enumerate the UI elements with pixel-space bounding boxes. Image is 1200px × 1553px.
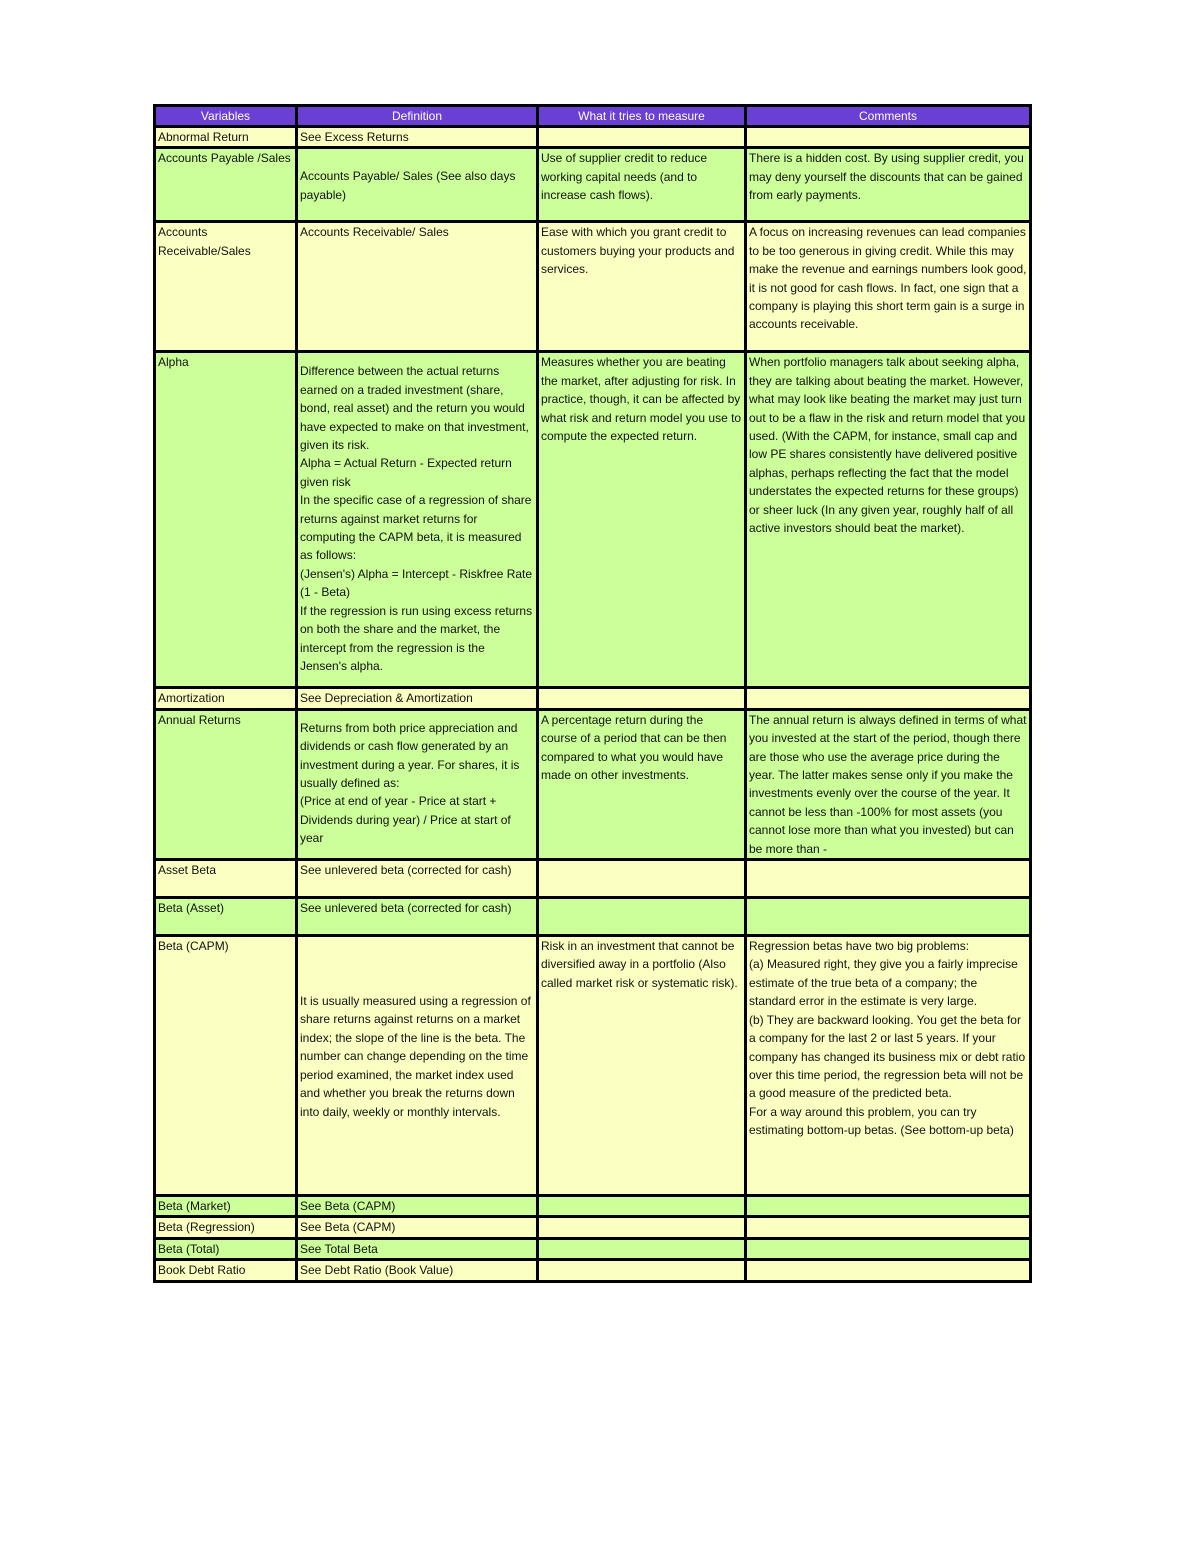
header-definition: Definition: [297, 106, 538, 127]
cell-definition: See Excess Returns: [297, 127, 538, 148]
table-row: [155, 1196, 1031, 1217]
cell-comments: [746, 1238, 1031, 1259]
cell-definition: Accounts Receivable/ Sales: [297, 222, 538, 352]
cell-definition: [297, 148, 538, 222]
table-row: [155, 688, 1031, 709]
cell-definition: See Debt Ratio (Book Value): [297, 1260, 538, 1281]
cell-definition: See unlevered beta (corrected for cash): [297, 860, 538, 898]
table-row: [155, 860, 1031, 898]
cell-measure: Risk in an investment that cannot be diversified away in a portfolio (Also called market risk or systematic risk).: [538, 936, 746, 1196]
definition-text: Accounts Payable/ Sales (See also days payable): [300, 169, 516, 202]
cell-definition: See Beta (CAPM): [297, 1217, 538, 1238]
cell-definition: See Beta (CAPM): [297, 1196, 538, 1217]
cell-comments: When portfolio managers talk about seeking alpha, they are talking about beating the market. However, what may look like beating the market may just turn out to be a flaw in the risk and return model that you used. (With the CAPM, for instance, small cap and low PE shares consistently have delivered positive alphas, perhaps reflecting the fact that the model understates the expected returns for these groups) or sheer luck (In any given year, roughly half of all active investors should beat the market).: [746, 352, 1031, 688]
cell-measure: [538, 898, 746, 936]
table-row: [155, 127, 1031, 148]
cell-measure: [538, 1196, 746, 1217]
table-row: [155, 709, 1031, 859]
cell-variable: Beta (CAPM): [155, 936, 297, 1196]
cell-measure: [538, 1238, 746, 1259]
cell-definition: See unlevered beta (corrected for cash): [297, 898, 538, 936]
cell-measure: [538, 1217, 746, 1238]
cell-definition: [297, 709, 538, 859]
cell-comments: [746, 127, 1031, 148]
cell-comments: [746, 1217, 1031, 1238]
cell-variable: Accounts Payable /Sales: [155, 148, 297, 222]
cell-measure: Use of supplier credit to reduce working capital needs (and to increase cash flows).: [538, 148, 746, 222]
table-row: [155, 148, 1031, 222]
cell-variable: Amortization: [155, 688, 297, 709]
cell-measure: Ease with which you grant credit to customers buying your products and services.: [538, 222, 746, 352]
glossary-table: [153, 104, 1032, 1283]
cell-measure: Measures whether you are beating the market, after adjusting for risk. In practice, though, it can be affected by what risk and return model you use to compute the expected return.: [538, 352, 746, 688]
cell-definition: See Depreciation & Amortization: [297, 688, 538, 709]
table-row: [155, 898, 1031, 936]
cell-definition: [297, 352, 538, 688]
table-row: [155, 936, 1031, 1196]
cell-measure: A percentage return during the course of a period that can be then compared to what you would have made on other investments.: [538, 709, 746, 859]
cell-comments: Regression betas have two big problems: (a) Measured right, they give you a fairly imprecise estimate of the true beta of a company; the standard error in the estimate is very large. (b) They are backward looking. You get the beta for a company for the last 2 or last 5 years. If your company has changed its business mix or debt ratio over this time period, the regression beta will not be a good measure of the predicted beta. For a way around this problem, you can try estimating bottom-up betas. (See bottom-up beta): [746, 936, 1031, 1196]
cell-definition: See Total Beta: [297, 1238, 538, 1259]
table-row: [155, 1238, 1031, 1259]
table-row: [155, 1217, 1031, 1238]
header-variables: Variables: [155, 106, 297, 127]
cell-comments: A focus on increasing revenues can lead companies to be too generous in giving credit. While this may make the revenue and earnings numbers look good, it is not good for cash flows. In fact, one sign that a company is playing this short term gain is a surge in accounts receivable.: [746, 222, 1031, 352]
cell-variable: Beta (Market): [155, 1196, 297, 1217]
cell-comments: [746, 860, 1031, 898]
definition-text: Returns from both price appreciation and dividends or cash flow generated by an investment during a year. For shares, it is usually defined as: (Price at end of year - Price at start + Dividends during year) / Price at start of year: [300, 720, 520, 846]
cell-variable: Asset Beta: [155, 860, 297, 898]
cell-measure: [538, 127, 746, 148]
table-row: [155, 222, 1031, 352]
cell-comments: The annual return is always defined in terms of what you invested at the start of the period, though there are those who use the average price during the year. The latter makes sense only if you make the investments evenly over the course of the year. It cannot be less than -100% for most assets (you cannot lose more than what you invested) but can be more than -: [746, 709, 1031, 859]
cell-variable: Book Debt Ratio: [155, 1260, 297, 1281]
cell-definition: [297, 936, 538, 1196]
cell-measure: [538, 1260, 746, 1281]
definition-text: It is usually measured using a regression of share returns against returns on a market index; the slope of the line is the beta. The number can change depending on the time period examined, the market index used and whether you break the returns down into daily, weekly or monthly intervals.: [300, 994, 531, 1119]
table-row: [155, 1260, 1031, 1281]
cell-comments: [746, 898, 1031, 936]
cell-variable: Beta (Total): [155, 1238, 297, 1259]
header-row: [155, 106, 1031, 127]
cell-comments: [746, 688, 1031, 709]
cell-measure: [538, 688, 746, 709]
cell-variable: Beta (Asset): [155, 898, 297, 936]
header-measure: What it tries to measure: [538, 106, 746, 127]
cell-comments: There is a hidden cost. By using supplier credit, you may deny yourself the discounts that can be gained from early payments.: [746, 148, 1031, 222]
cell-measure: [538, 860, 746, 898]
cell-variable: Annual Returns: [155, 709, 297, 859]
cell-comments: [746, 1260, 1031, 1281]
cell-variable: Abnormal Return: [155, 127, 297, 148]
cell-variable: Accounts Receivable/Sales: [155, 222, 297, 352]
cell-variable: Beta (Regression): [155, 1217, 297, 1238]
cell-variable: Alpha: [155, 352, 297, 688]
header-comments: Comments: [746, 106, 1031, 127]
table-row: [155, 352, 1031, 688]
cell-comments: [746, 1196, 1031, 1217]
definition-text: Difference between the actual returns earned on a traded investment (share, bond, real asset) and the return you would have expected to make on that investment, given its risk. Alpha = Actual Return - Expected return given risk In the specific case of a regression of share returns against market returns for computing the CAPM beta, it is measured as follows: (Jensen's) Alpha = Intercept - Riskfree Rate (1 - Beta) If the regression is run using excess returns on both the share and the market, the intercept from the regression is the Jensen's alpha.: [300, 364, 533, 673]
